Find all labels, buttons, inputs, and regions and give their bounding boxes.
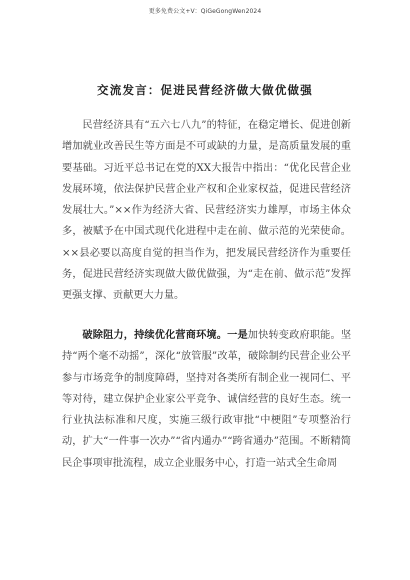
paragraph-2 <box>62 325 351 474</box>
paragraph-1 <box>62 115 351 307</box>
paragraph-2-text: 加快转变政府职能。坚持“两个毫不动摇”，深化“放管服”改革，破除制约民营企业公平参与市场竞争的制度障碍，坚持对各类所有制企业一视同仁、平等对待，建立保护企业家公平竞争、诚信经营的良好生态。统一行业执法标准和尺度，实施三级行政审批“中梗阻”专项整治行动，扩大“一件事一次办”“省内通办”“跨省通办”范围。不断精简民企事项审批流程，成立企业服务中心，打造一站式全生命周 <box>62 330 352 469</box>
paragraph-2-bold-word: 一是 <box>227 329 248 341</box>
document-title: 交流发言：促进民营经济做大做优做强 <box>97 83 313 97</box>
paragraph-2-lead: 破除阻力，持续优化营商环境。 <box>82 329 228 341</box>
header-note: 更多免费公文+V：QiGeGongWen2024 <box>148 8 262 15</box>
paragraph-1-text: 民营经济具有“五六七八九”的特征，在稳定增长、促进创新增加就业改善民生等方面是不可或缺的力量，是高质量发展的重要基础。习近平总书记在党的XX大报告中指出：“优化民营企业发展环境，依法保护民营企业产权和企业家权益，促进民营经济发展壮大。”××作为经济大省、民营经济实力雄厚，市场主体众多，被赋予在中国式现代化进程中走在前、做示范的光荣使命。××县必要以高度自觉的担当作为，把发展民营经济作为重要任务，促进民营经济实现做大做优做强，为“走在前、做示范”发挥更强支撑、贡献更大力量。 <box>62 120 351 302</box>
